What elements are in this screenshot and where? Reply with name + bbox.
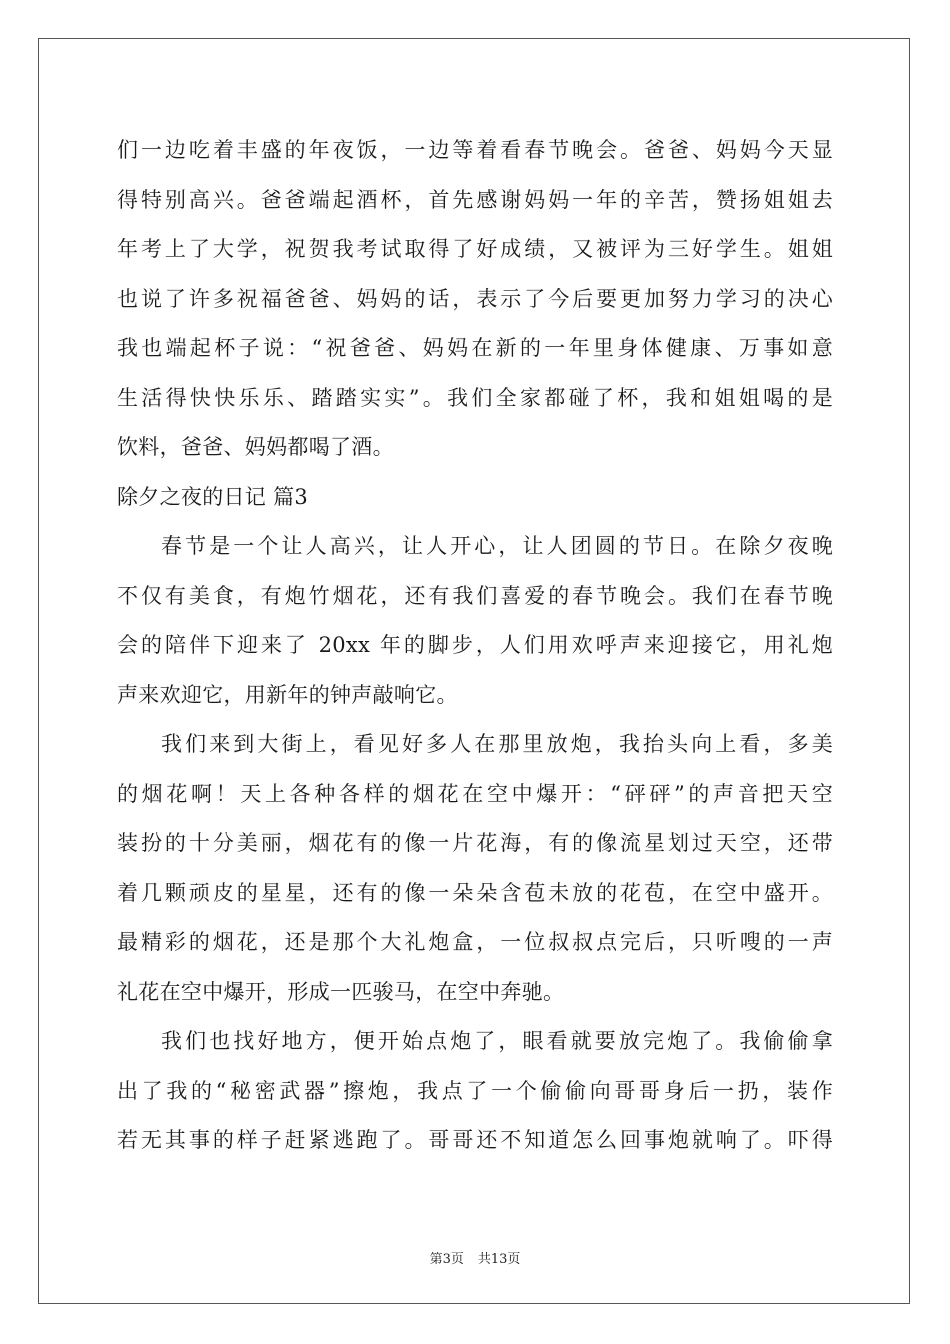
page-number: 第3页 <box>429 1252 464 1267</box>
text-line: 得特别高兴。爸爸端起酒杯，首先感谢妈妈一年的辛苦，赞扬姐姐去 <box>117 187 833 212</box>
text-line: 不仅有美食，有炮竹烟花，还有我们喜爱的春节晚会。我们在春节晚 <box>117 583 833 608</box>
text-line: 也说了许多祝福爸爸、妈妈的话，表示了今后要更加努力学习的决心 <box>117 286 833 311</box>
text-line: 若无其事的样子赶紧逃跑了。哥哥还不知道怎么回事炮就响了。吓得 <box>117 1128 833 1152</box>
text-line: 礼花在空中爆开，形成一匹骏马，在空中奔驰。 <box>117 979 565 1004</box>
text-line: 生活得快快乐乐、踏踏实实”。我们全家都碰了杯，我和姐姐喝的是 <box>117 385 833 410</box>
text-line: 声来欢迎它，用新年的钟声敲响它。 <box>117 682 458 707</box>
page-footer <box>0 1248 950 1267</box>
text-line: 最精彩的烟花，还是那个大礼炮盒，一位叔叔点完后，只听嗖的一声 <box>117 930 833 954</box>
section-heading: 除夕之夜的日记 篇3 <box>117 484 309 509</box>
text-line: 年考上了大学，祝贺我考试取得了好成绩，又被评为三好学生。姐姐 <box>117 237 833 261</box>
document-body <box>117 126 833 1166</box>
text-line: 我也端起杯子说：“祝爸爸、妈妈在新的一年里身体健康、万事如意 <box>117 336 833 360</box>
text-line: 我们也找好地方，便开始点炮了，眼看就要放完炮了。我偷偷拿 <box>161 1029 833 1053</box>
text-line: 装扮的十分美丽，烟花有的像一片花海，有的像流星划过天空，还带 <box>117 831 833 855</box>
text-line: 们一边吃着丰盛的年夜饭，一边等着看春节晚会。爸爸、妈妈今天显 <box>117 138 833 162</box>
page-total: 共13页 <box>477 1252 521 1267</box>
text-line: 出了我的“秘密武器”擦炮，我点了一个偷偷向哥哥身后一扔，装作 <box>117 1078 833 1103</box>
text-line: 会的陪伴下迎来了 20xx 年的脚步，人们用欢呼声来迎接它，用礼炮 <box>117 633 833 657</box>
text-line: 着几颗顽皮的星星，还有的像一朵朵含苞未放的花苞，在空中盛开。 <box>117 880 833 905</box>
text-line: 的烟花啊！天上各种各样的烟花在空中爆开：“砰砰”的声音把天空 <box>117 781 833 806</box>
text-line: 我们来到大街上，看见好多人在那里放炮，我抬头向上看，多美 <box>161 732 833 756</box>
text-line: 饮料，爸爸、妈妈都喝了酒。 <box>117 435 394 459</box>
text-line: 春节是一个让人高兴，让人开心，让人团圆的节日。在除夕夜晚 <box>161 534 833 558</box>
